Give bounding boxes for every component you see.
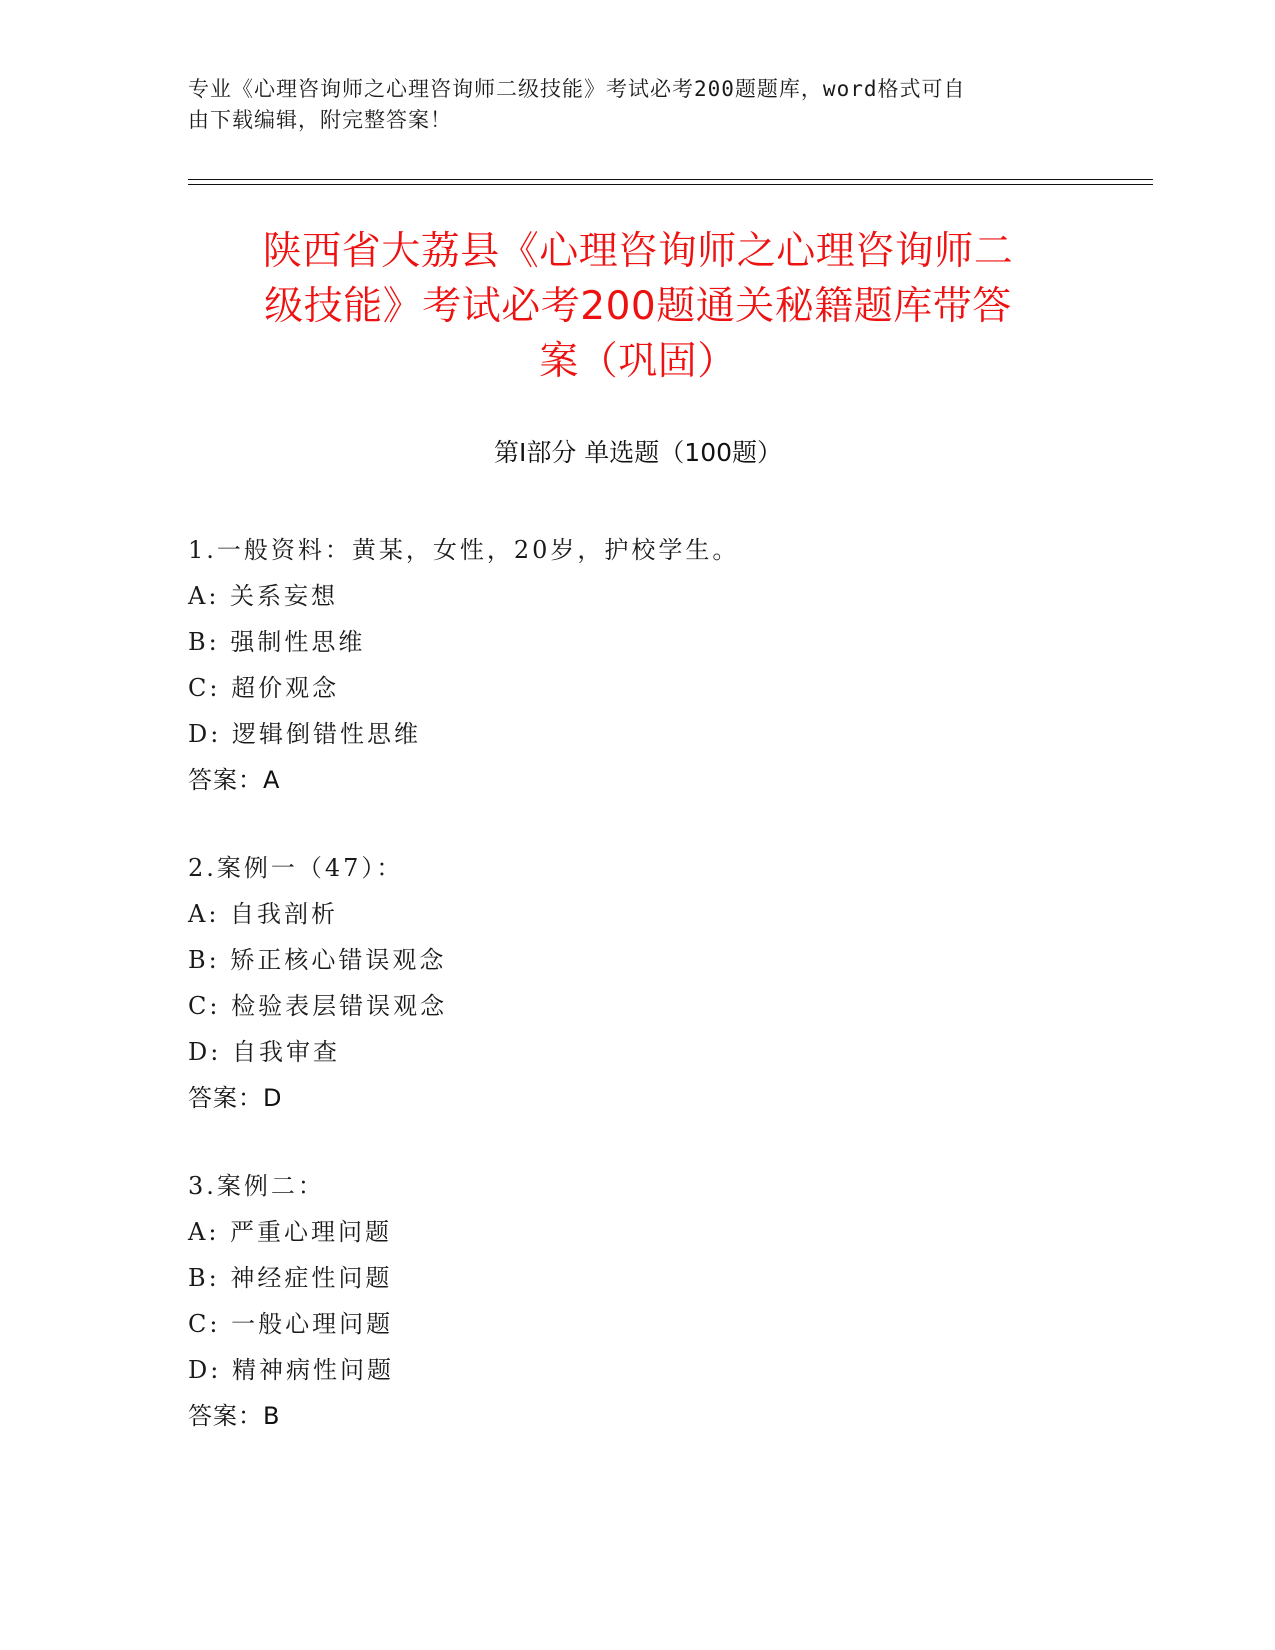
option-b: B: 强制性思维 — [188, 628, 366, 656]
option-c: C: 一般心理问题 — [188, 1310, 394, 1338]
option-a: A: 关系妄想 — [188, 582, 339, 610]
document-title-line-2: 级技能》考试必考200题通关秘籍题库带答 — [264, 284, 1012, 329]
question-3 — [188, 1163, 1088, 1439]
answer: 答案：A — [188, 766, 281, 794]
option-d: D: 自我审查 — [188, 1038, 340, 1066]
header-divider-bottom — [188, 184, 1153, 185]
question-stem: 3.案例二： — [188, 1172, 325, 1200]
header-note-line-2: 由下载编辑，附完整答案！ — [188, 108, 452, 132]
option-a: A: 自我剖析 — [188, 900, 339, 928]
question-stem: 1.一般资料：黄某，女性，20岁，护校学生。 — [188, 536, 740, 564]
option-c: C: 检验表层错误观念 — [188, 992, 448, 1020]
option-b: B: 矫正核心错误观念 — [188, 946, 447, 974]
option-d: D: 逻辑倒错性思维 — [188, 720, 421, 748]
header-note — [188, 74, 1068, 136]
option-b: B: 神经症性问题 — [188, 1264, 393, 1292]
answer: 答案：B — [188, 1402, 281, 1430]
document-title-line-3: 案（巩固） — [539, 339, 737, 384]
question-stem: 2.案例一（47）： — [188, 854, 404, 882]
question-1 — [188, 527, 1088, 803]
section-heading: 第I部分 单选题（100题） — [493, 438, 783, 467]
document-title — [188, 224, 1088, 389]
header-note-line-1: 专业《心理咨询师之心理咨询师二级技能》考试必考200题题库，word格式可自 — [188, 77, 966, 101]
option-c: C: 超价观念 — [188, 674, 340, 702]
document-title-line-1: 陕西省大荔县《心理咨询师之心理咨询师二 — [262, 229, 1014, 274]
header-divider-top — [188, 179, 1153, 180]
answer: 答案：D — [188, 1084, 283, 1112]
question-2 — [188, 845, 1088, 1121]
option-a: A: 严重心理问题 — [188, 1218, 393, 1246]
option-d: D: 精神病性问题 — [188, 1356, 394, 1384]
